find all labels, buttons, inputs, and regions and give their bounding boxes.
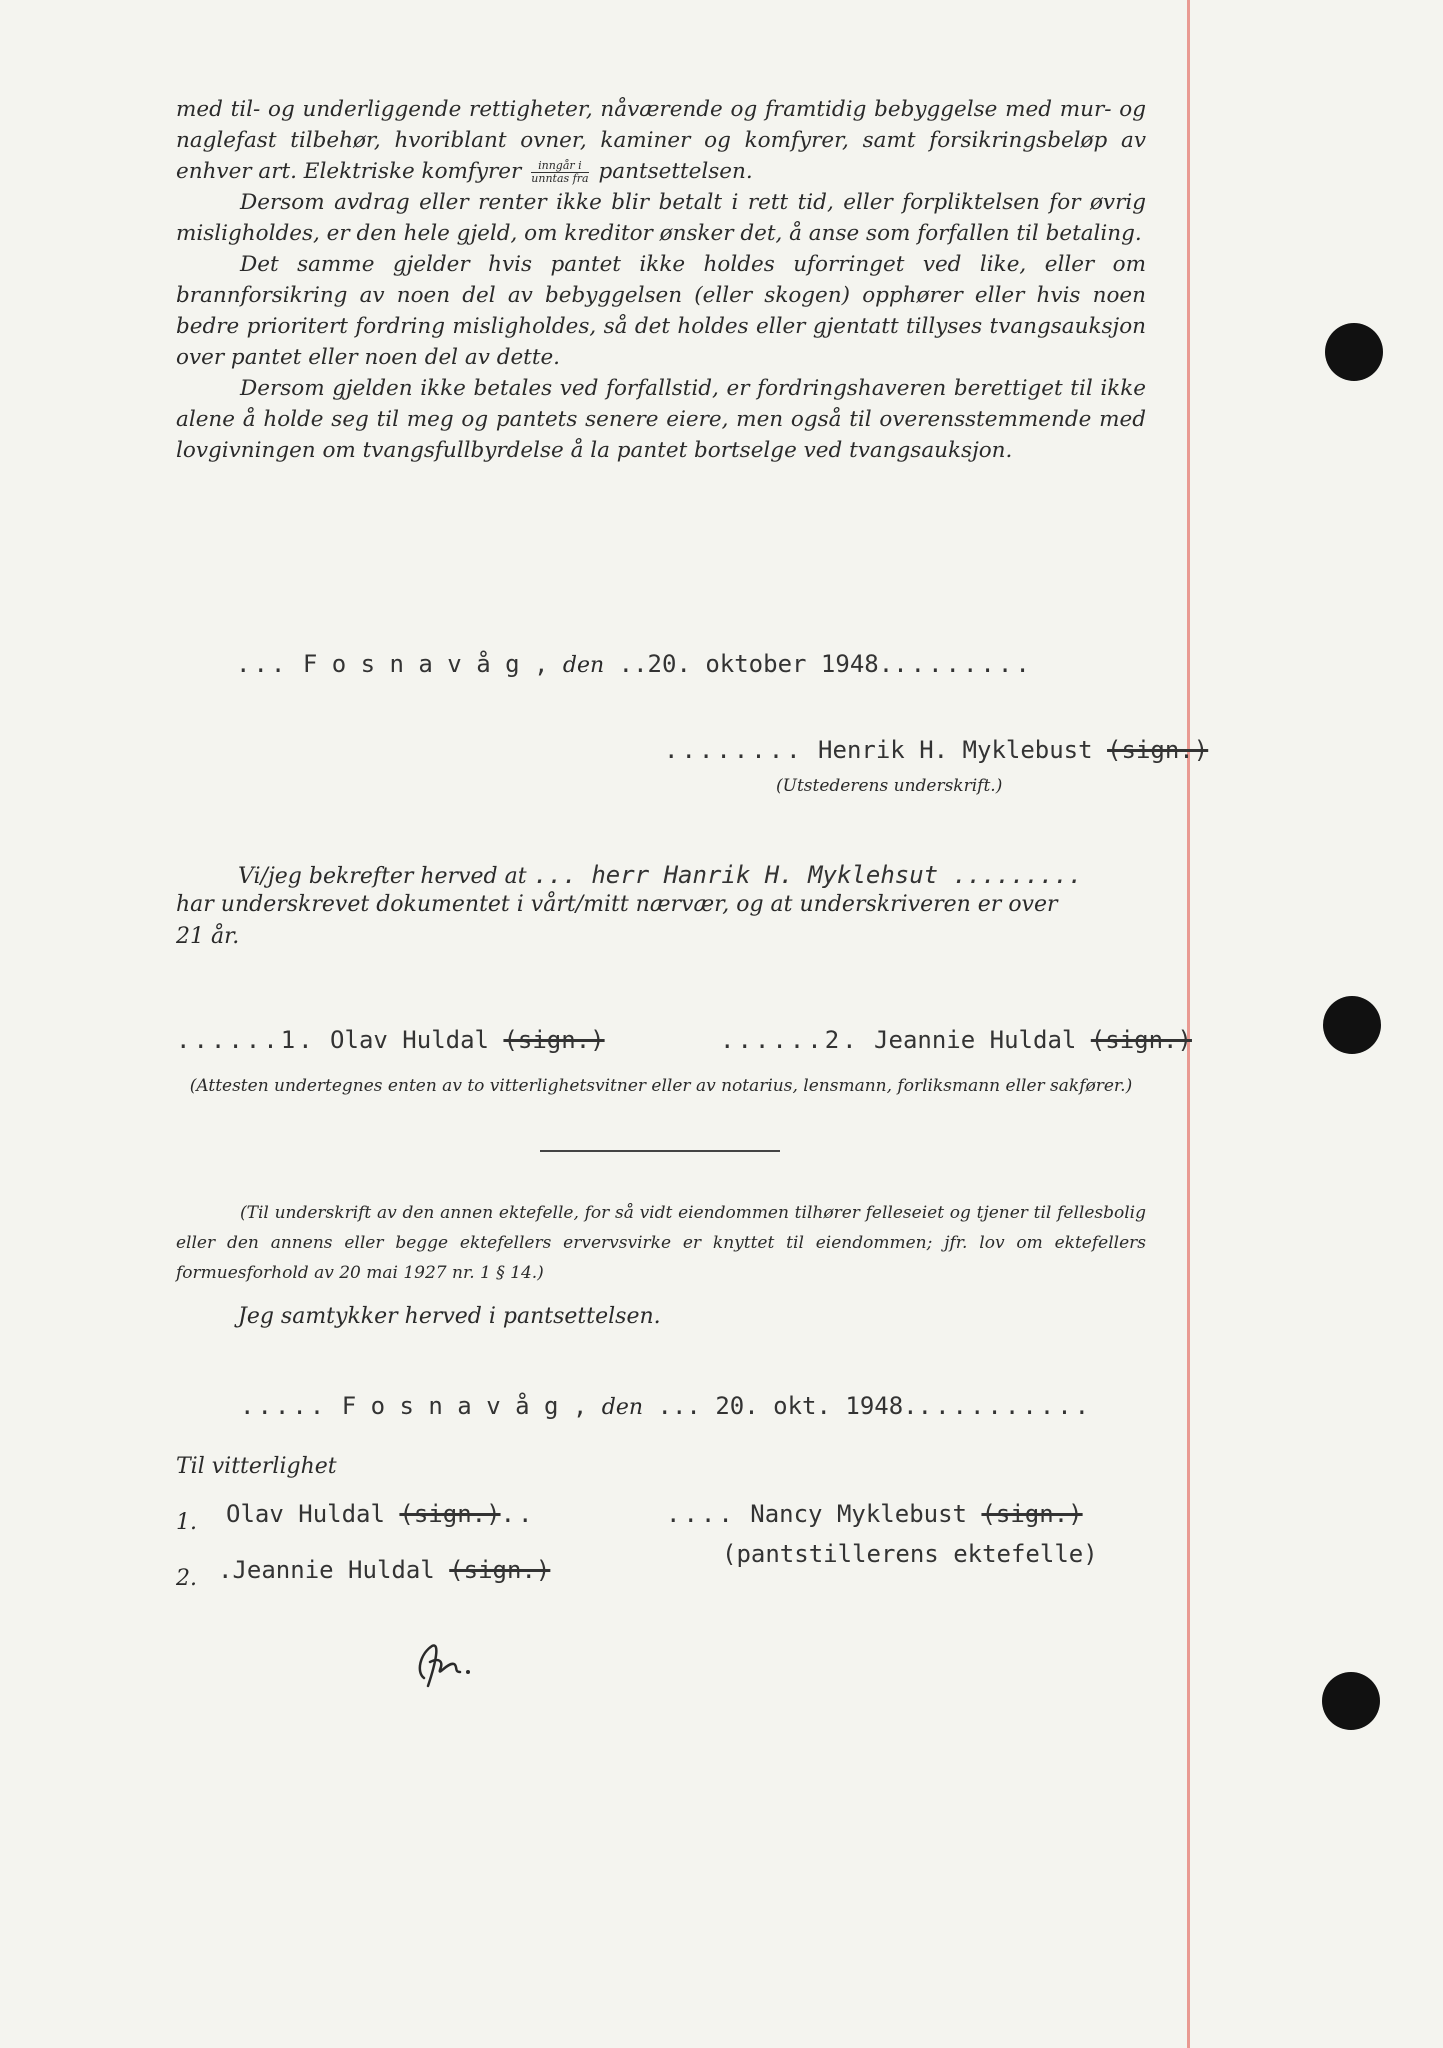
vitterlighet-witness-2: .Jeannie Huldal (sign.) (218, 1556, 551, 1584)
paragraph-default: Dersom avdrag eller renter ikke blir betalt i rett tid, eller forpliktelsen for øvrig misligholdes, er den hele gjeld, om kreditor ønsker det, å anse som forfallen til betaling. (176, 190, 1146, 246)
witness-number-2: 2. (176, 1566, 197, 1591)
vitterlighet-heading: Til vitterlighet (176, 1454, 337, 1479)
spouse-signature: .... Nancy Myklebust (sign.) (666, 1500, 1083, 1528)
mortgage-terms-text (176, 94, 1146, 466)
vitterlighet-witness-1: Olav Huldal (sign.).. (226, 1500, 536, 1528)
separator-line (540, 1150, 780, 1152)
witness-2: ......2. Jeannie Huldal (sign.) (720, 1026, 1192, 1054)
sign-mark: (sign.) (1107, 736, 1209, 764)
witness-number-1: 1. (176, 1510, 197, 1535)
date: ..20. oktober 1948. (618, 650, 894, 678)
initials-signature (410, 1632, 490, 1692)
confirm-name: ... herr Hanrik H. Myklehsut ......... (533, 861, 1083, 889)
issuer-caption: (Utstederens underskrift.) (776, 776, 1003, 796)
punch-hole-icon (1322, 1672, 1380, 1730)
issuer-name: Henrik H. Myklebust (818, 736, 1093, 764)
consent-text: Jeg samtykker herved i pantsettelsen. (238, 1304, 661, 1329)
witness-1: ......1. Olav Huldal (sign.) (176, 1026, 605, 1054)
spouse-caption: (pantstillerens ektefelle) (722, 1540, 1098, 1568)
paragraph-maintenance: Det samme gjelder hvis pantet ikke holdes uforringet ved like, eller om brannforsikring av noen del av bebyggelsen (eller skogen) opphører eller hvis noen bedre prioritert fordring misligholdes, så det holdes eller gjentatt tillyses tvangsauksjon over pantet eller noen del av dette. (176, 252, 1146, 370)
confirm-line-3: 21 år. (176, 924, 240, 949)
punch-hole-icon (1323, 996, 1381, 1054)
place: F o s n a v å g , (341, 1392, 588, 1420)
red-margin-line (1187, 0, 1190, 2048)
place: F o s n a v å g , (302, 650, 549, 678)
place-date-line-1: ... F o s n a v å g , den ..20. oktober 1948......... (236, 650, 1033, 678)
fraction-choice: $\frac{\text{inngår i}}{\text{unntas fra}}$ (531, 159, 589, 185)
place-date-line-2: ..... F o s n a v å g , den ... 20. okt. 1948........... (240, 1392, 1093, 1420)
date: ... 20. okt. 1948. (657, 1392, 918, 1420)
confirm-line-1: Vi/jeg bekrefter herved at ... herr Hanrik H. Myklehsut ......... (238, 861, 1083, 889)
issuer-signature-line: ........ Henrik H. Myklebust (sign.) (664, 736, 1209, 764)
paragraph-enforcement: Dersom gjelden ikke betales ved forfallstid, er fordringshaveren berettiget til ikke alene å holde seg til meg og pantets senere eiere, men også til overensstemmende med lovgivningen om tvangsfullbyrdelse å la pantet bortselge ved tvangsauksjon. (176, 376, 1146, 463)
spouse-note: (Til underskrift av den annen ektefelle, for så vidt eiendommen tilhører felleseiet og tjener til fellesbolig eller den annens eller begge ektefellers ervervsvirke er knyttet til eiendommen; jfr. lov om ektefellers formuesforhold av 20 mai 1927 nr. 1 § 14.) (176, 1203, 1146, 1283)
confirm-line-2: har underskrevet dokumentet i vårt/mitt nærvær, og at underskriveren er over (176, 892, 1058, 917)
paragraph-rights: med til- og underliggende rettigheter, nåværende og framtidig bebyggelse med mur- og naglefast tilbehør, hvoriblant ovner, kaminer og komfyrer, samt forsikringsbeløp av enhver art. Elektriske komfyrer $\frac{\text{inngår i}}{\text{unntas fra}}$ pantsettelsen. (176, 97, 1146, 185)
punch-hole-icon (1325, 323, 1383, 381)
witness-note: (Attesten undertegnes enten av to vitterlighetsvitner eller av notarius, lensmann, forliksmann eller sakfører.) (189, 1076, 1133, 1096)
